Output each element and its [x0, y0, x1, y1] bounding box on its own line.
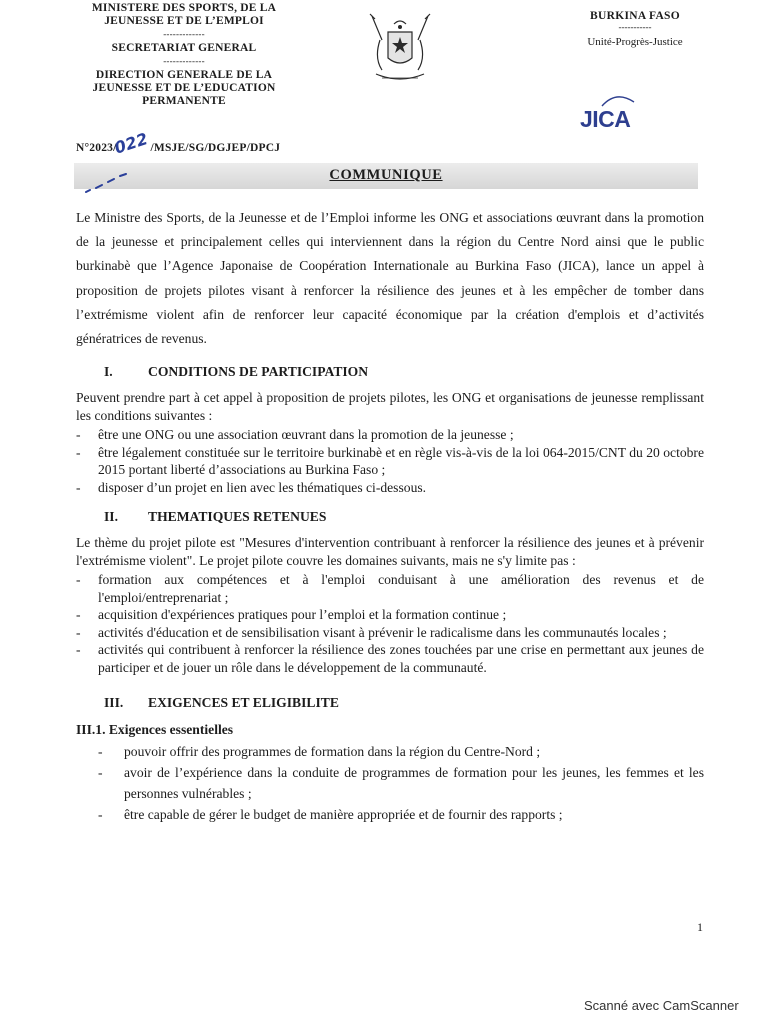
themes-list	[76, 571, 704, 676]
document-title: COMMUNIQUE	[329, 167, 443, 183]
handwritten-number: 022	[111, 128, 150, 158]
section-heading-participation	[76, 363, 704, 381]
list-item: - disposer d’un projet en lien avec les thématiques ci-dessous.	[76, 479, 704, 497]
title-banner	[74, 163, 698, 189]
section-number: III.	[104, 695, 124, 711]
handwritten-dashes	[82, 172, 142, 196]
list-item: - activités d'éducation et de sensibilisation visant à prévenir le radicalisme dans les communautés locales ;	[76, 624, 704, 642]
requirements-list	[76, 741, 704, 825]
issuing-authority-block	[60, 2, 308, 108]
list-item: - être capable de gérer le budget de manière appropriée et de fournir des rapports ;	[76, 804, 704, 825]
header-separator: -------------	[163, 56, 205, 66]
section-title: THEMATIQUES RETENUES	[148, 509, 327, 525]
section-number: I.	[104, 364, 113, 380]
direction-line-2: JEUNESSE ET DE L’EDUCATION	[92, 82, 276, 94]
jica-logo-text: JICA	[580, 106, 631, 132]
secretariat-line: SECRETARIAT GENERAL	[111, 42, 257, 54]
section-title: EXIGENCES ET ELIGIBILITE	[148, 695, 339, 711]
list-item: - formation aux compétences et à l'emploi conduisant à une amélioration des revenus et de l'emploi/entreprenariat ;	[76, 571, 704, 606]
section-heading-requirements	[76, 694, 704, 712]
page-number: 1	[697, 920, 703, 934]
subsection-heading: III.1. Exigences essentielles	[76, 722, 234, 738]
section-title: CONDITIONS DE PARTICIPATION	[148, 364, 369, 380]
national-motto: Unité-Progrès-Justice	[587, 36, 683, 48]
section-paragraph: Peuvent prendre part à cet appel à proposition de projets pilotes, les ONG et organisations de jeunesse remplissant les conditions suivantes :	[76, 390, 704, 423]
ministry-line-2: JEUNESSE ET DE L’EMPLOI	[104, 15, 264, 27]
reference-prefix: N°2023/	[76, 142, 117, 154]
country-block	[560, 10, 710, 48]
list-item: - être une ONG ou une association œuvrant dans la promotion de la jeunesse ;	[76, 426, 704, 444]
scanner-watermark: Scanné avec CamScanner	[584, 998, 739, 1013]
intro-paragraph: Le Ministre des Sports, de la Jeunesse et de l’Emploi informe les ONG et associations œuvrant dans la promotion de la jeunesse et principalement celles qui interviennent dans la région du Centre Nord ainsi que le public burkinabè que l’Agence Japonaise de Coopération Internationale au Burkina Faso (JICA), lance un appel à proposition de projets pilotes visant à renforcer la résilience des jeunes et à les empêcher de tomber dans l’extrémisme violent afin de renforcer leur capacité économique par la création d'emplois et d’activités génératrices de revenus.	[76, 210, 704, 347]
direction-line-3: PERMANENTE	[142, 95, 226, 107]
country-name: BURKINA FASO	[590, 10, 680, 22]
header-separator: -------------	[163, 29, 205, 39]
direction-line-1: DIRECTION GENERALE DE LA	[95, 69, 273, 81]
section-paragraph: Le thème du projet pilote est "Mesures d'intervention contribuant à renforcer la résilience des jeunes et à prévenir l'extrémisme violent". Le projet pilote couvre les domaines suivants, mais ne s'y limite pas :	[76, 535, 704, 568]
coat-of-arms-emblem	[366, 10, 434, 90]
section-number: II.	[104, 509, 118, 525]
list-item: - pouvoir offrir des programmes de formation dans la région du Centre-Nord ;	[76, 741, 704, 762]
ministry-line-1: MINISTERE DES SPORTS, DE LA	[91, 2, 277, 14]
list-item: - activités qui contribuent à renforcer la résilience des zones touchées par une crise en permettant aux jeunes de participer et de jouer un rôle dans le développement de la communauté.	[76, 641, 704, 676]
list-item: - être légalement constituée sur le territoire burkinabè et en règle vis-à-vis de la loi 064-2015/CNT du 20 octobre 2015 portant liberté d’associations au Burkina Faso ;	[76, 444, 704, 479]
section-heading-themes	[76, 508, 704, 526]
list-item: - acquisition d'expériences pratiques pour l’emploi et la formation continue ;	[76, 606, 704, 624]
list-item: - avoir de l’expérience dans la conduite de programmes de formation pour les jeunes, les femmes et les personnes vulnérables ;	[76, 762, 704, 804]
reference-number	[76, 128, 281, 158]
country-separator: -----------	[618, 22, 652, 32]
document-body	[76, 206, 704, 825]
conditions-list	[76, 426, 704, 496]
reference-suffix: /MSJE/SG/DGJEP/DPCJ	[150, 142, 281, 154]
jica-logo	[580, 92, 640, 140]
